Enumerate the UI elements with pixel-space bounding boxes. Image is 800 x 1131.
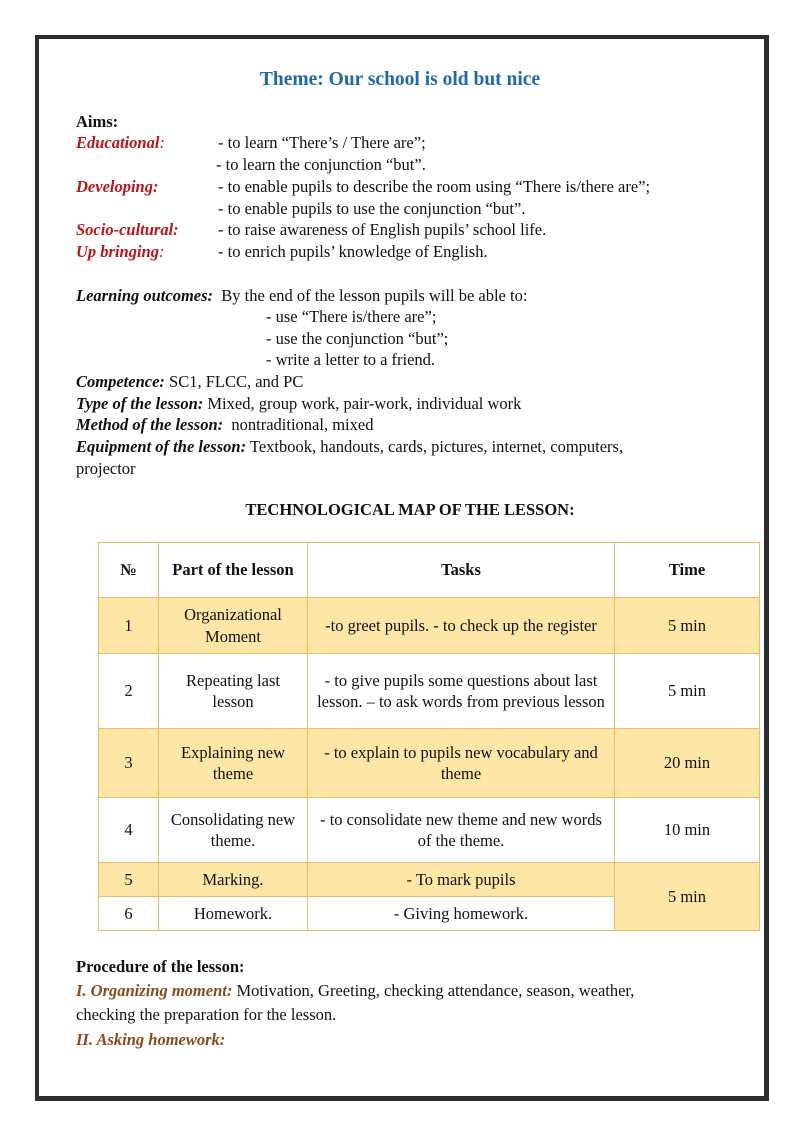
row-number: 3 [99,729,159,798]
equipment-line-2: projector [76,459,136,478]
upbringing-colon: : [158,242,165,261]
technological-map-table [98,542,760,931]
table-row [99,729,760,798]
row-time: 5 min [615,598,760,654]
outcome-item-3: - write a letter to a friend. [266,350,436,369]
aims-educational-label [76,133,165,153]
header-part: Part of the lesson [159,543,308,598]
competence-label: Competence: [76,372,165,391]
row-number: 5 [99,863,159,897]
step1-label: I. Organizing moment: [76,981,233,1000]
lesson-type-label: Type of the lesson: [76,394,204,413]
row-number: 1 [99,598,159,654]
procedure-step1-line-2: checking the preparation for the lesson. [76,1005,337,1024]
row-part: Homework. [159,897,308,931]
lesson-type-value: Mixed, group work, pair-work, individual work [207,394,522,413]
aim-upbringing: - to enrich pupils’ knowledge of English. [218,242,488,261]
row-part: Organizational Moment [159,598,308,654]
procedure-heading: Procedure of the lesson: [76,957,245,976]
row-number: 4 [99,798,159,863]
row-tasks: - to give pupils some questions about last lesson. – to ask words from previous lesson [308,654,615,729]
lesson-title: Theme: Our school is old but nice [259,69,541,90]
equipment-value: Textbook, handouts, cards, pictures, internet, computers, [249,437,624,456]
aim-educational-2: - to learn the conjunction “but”. [216,155,426,174]
method-label: Method of the lesson: [76,415,224,434]
row-part: Consolidating new theme. [159,798,308,863]
table-header-row [99,543,760,598]
outcomes-intro: By the end of the lesson pupils will be able to: [221,286,528,305]
competence-value: SC1, FLCC, and PC [169,372,304,391]
row-tasks: -to greet pupils. - to check up the register [308,598,615,654]
outcome-item-1: - use “There is/there are”; [266,307,437,326]
method-value: nontraditional, mixed [231,415,374,434]
outcomes-label: Learning outcomes: [76,286,214,305]
aim-educational-1: - to learn “There’s / There are”; [218,133,426,152]
row-part: Marking. [159,863,308,897]
upbringing-label: Up bringing [76,242,159,261]
method-line [76,415,373,435]
row-number: 2 [99,654,159,729]
aim-developing-2: - to enable pupils to use the conjunction “but”. [218,199,526,218]
step2-label: II. Asking homework: [76,1030,226,1049]
header-time: Time [615,543,760,598]
table-row [99,598,760,654]
procedure-step1-line [76,981,634,1001]
step1-text: Motivation, Greeting, checking attendance, season, weather, [236,981,635,1000]
map-title: TECHNOLOGICAL MAP OF THE LESSON: [245,500,575,519]
row-part: Explaining new theme [159,729,308,798]
aim-socio: - to raise awareness of English pupils’ school life. [218,220,547,239]
educational-label: Educational [76,133,160,152]
row-time: 5 min [615,863,760,931]
row-tasks: - To mark pupils [308,863,615,897]
header-number: № [99,543,159,598]
equipment-label: Equipment of the lesson: [76,437,247,456]
table-row [99,798,760,863]
header-tasks: Tasks [308,543,615,598]
row-number: 6 [99,897,159,931]
outcomes-line [76,286,527,306]
competence-line [76,372,303,392]
row-time: 5 min [615,654,760,729]
row-part: Repeating last lesson [159,654,308,729]
developing-label: Developing: [76,177,159,196]
row-time: 20 min [615,729,760,798]
outcome-item-2: - use the conjunction “but”; [266,329,449,348]
row-time: 10 min [615,798,760,863]
row-tasks: - to consolidate new theme and new words of the theme. [308,798,615,863]
aims-upbringing-label [76,242,164,262]
socio-label: Socio-cultural: [76,220,179,239]
equipment-line [76,437,623,457]
table-row [99,863,760,897]
row-tasks: - to explain to pupils new vocabulary and theme [308,729,615,798]
lesson-type-line [76,394,521,414]
table-row [99,654,760,729]
aim-developing-1: - to enable pupils to describe the room using “There is/there are”; [218,177,651,196]
educational-colon: : [159,133,165,152]
row-tasks: - Giving homework. [308,897,615,931]
aims-heading: Aims: [76,112,119,131]
